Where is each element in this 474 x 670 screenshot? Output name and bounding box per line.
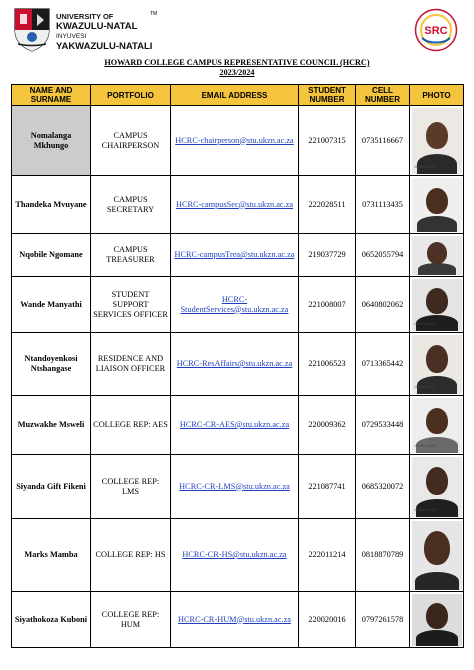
photo-watermark: UKZN ● 2023: [414, 507, 436, 512]
photo-watermark: UKZN ● 2023: [414, 443, 436, 448]
member-name: Siyathokoza Kuboni: [12, 592, 91, 648]
member-student-number: 221006523: [299, 333, 356, 396]
ukzn-crest-icon: [12, 6, 52, 52]
member-email-link[interactable]: HCRC-CR-LMS@stu.ukzn.ac.za: [179, 481, 290, 491]
member-email-link[interactable]: HCRC-CR-HUM@stu.ukzn.ac.za: [178, 614, 291, 624]
member-student-number: 222011214: [299, 519, 356, 592]
member-photo: [412, 236, 462, 275]
photo-watermark: UKZN ● 2023: [414, 384, 436, 389]
university-line2: KWAZULU-NATAL: [56, 21, 138, 32]
member-cell-number: 0713365442: [356, 333, 410, 396]
member-portfolio: STUDENT SUPPORT SERVICES OFFICER: [91, 277, 171, 333]
member-name: Muzwakhe Msweli: [12, 396, 91, 455]
table-row: [12, 455, 464, 519]
member-photo-cell: [410, 234, 464, 277]
table-row: [12, 106, 464, 176]
table-row: [12, 333, 464, 396]
member-cell-number: 0731113435: [356, 176, 410, 234]
column-header-email: EMAIL ADDRESS: [171, 85, 299, 106]
member-cell-number: 0640802062: [356, 277, 410, 333]
table-row: [12, 277, 464, 333]
member-email-cell: [171, 333, 299, 396]
member-email-link[interactable]: HCRC-CR-HS@stu.ukzn.ac.za: [182, 550, 287, 559]
page-header: [0, 0, 474, 56]
member-portfolio: COLLEGE REP: AES: [91, 396, 171, 455]
photo-watermark: UKZN ● 2023: [414, 164, 436, 169]
member-email-link[interactable]: HCRC-chairperson@stu.ukzn.ac.za: [175, 135, 294, 145]
member-photo: [412, 178, 462, 232]
member-student-number: 221087741: [299, 455, 356, 519]
member-name: Nqobile Ngomane: [12, 234, 91, 277]
table-row: [12, 176, 464, 234]
member-cell-number: 0729533448: [356, 396, 410, 455]
src-logo-icon: [414, 8, 458, 52]
member-photo-cell: [410, 176, 464, 234]
table-header-row: [12, 85, 464, 106]
member-photo: [412, 335, 462, 394]
member-email-cell: [171, 455, 299, 519]
member-cell-number: 0797261578: [356, 592, 410, 648]
column-header-student-number: STUDENT NUMBER: [299, 85, 356, 106]
member-name: Wande Manyathi: [12, 277, 91, 333]
member-email-link[interactable]: HCRC-campusTrea@stu.ukzn.ac.za: [174, 250, 295, 259]
member-photo: [412, 279, 462, 331]
member-cell-number: 0735116667: [356, 106, 410, 176]
table-row: [12, 234, 464, 277]
member-photo-cell: [410, 455, 464, 519]
member-email-cell: [171, 519, 299, 592]
member-portfolio: CAMPUS SECRETARY: [91, 176, 171, 234]
member-portfolio: CAMPUS CHAIRPERSON: [91, 106, 171, 176]
member-email-link[interactable]: HCRC-ResAffairs@stu.ukzn.ac.za: [176, 359, 293, 368]
member-photo: [412, 521, 462, 590]
column-header-cell-number: CELL NUMBER: [356, 85, 410, 106]
member-photo-cell: [410, 277, 464, 333]
member-email-cell: [171, 277, 299, 333]
src-logo-text: SRC: [424, 25, 448, 37]
page-title: HOWARD COLLEGE CAMPUS REPRESENTATIVE COUNCIL (HCRC): [104, 58, 370, 67]
member-email-link[interactable]: HCRC-CR-AES@stu.ukzn.ac.za: [179, 420, 290, 429]
university-line3: INYUVESI: [56, 33, 87, 40]
member-portfolio: COLLEGE REP: HUM: [91, 592, 171, 648]
member-email-cell: [171, 234, 299, 277]
member-cell-number: 0652055794: [356, 234, 410, 277]
member-name: Marks Mamba: [12, 519, 91, 592]
trademark-mark: TM: [150, 11, 158, 17]
member-name: Ntandoyenkosi Ntshangase: [12, 333, 91, 396]
member-portfolio: CAMPUS TREASURER: [91, 234, 171, 277]
member-name: Siyanda Gift Fikeni: [12, 455, 91, 519]
member-email-cell: [171, 176, 299, 234]
member-name: Nomalanga Mkhungo: [12, 106, 91, 176]
member-cell-number: 0685320072: [356, 455, 410, 519]
member-student-number: 219037729: [299, 234, 356, 277]
photo-watermark: UKZN ● 2023: [414, 321, 436, 326]
member-photo: [412, 594, 462, 646]
member-name: Thandeka Mvuyane: [12, 176, 91, 234]
page-subtitle-year: 2023/2024: [219, 68, 255, 77]
column-header-portfolio: PORTFOLIO: [91, 85, 171, 106]
member-photo: [412, 398, 462, 453]
member-student-number: 220020016: [299, 592, 356, 648]
university-line1: UNIVERSITY OF: [56, 12, 114, 21]
member-photo: [412, 457, 462, 517]
member-email-cell: [171, 106, 299, 176]
table-row: [12, 519, 464, 592]
member-cell-number: 0818870789: [356, 519, 410, 592]
member-photo-cell: [410, 396, 464, 455]
member-student-number: 220009362: [299, 396, 356, 455]
member-photo-cell: [410, 106, 464, 176]
member-email-cell: [171, 592, 299, 648]
member-student-number: 221008007: [299, 277, 356, 333]
member-photo: [412, 108, 462, 174]
table-row: [12, 396, 464, 455]
council-table: [11, 84, 464, 648]
member-photo-cell: [410, 333, 464, 396]
ukzn-logo: [12, 6, 162, 52]
university-line4: YAKWAZULU-NATALI: [56, 41, 153, 52]
member-portfolio: RESIDENCE AND LIAISON OFFICER: [91, 333, 171, 396]
member-portfolio: COLLEGE REP: HS: [91, 519, 171, 592]
member-email-link[interactable]: HCRC-StudentServices@stu.ukzn.ac.za: [180, 294, 289, 314]
member-portfolio: COLLEGE REP: LMS: [91, 455, 171, 519]
member-email-link[interactable]: HCRC-campusSec@stu.ukzn.ac.za: [175, 199, 294, 209]
member-photo-cell: [410, 592, 464, 648]
column-header-photo: PHOTO: [410, 85, 464, 106]
member-student-number: 222028511: [299, 176, 356, 234]
table-row: [12, 592, 464, 648]
member-student-number: 221007315: [299, 106, 356, 176]
university-name: [56, 12, 152, 52]
member-email-cell: [171, 396, 299, 455]
member-photo-cell: [410, 519, 464, 592]
column-header-name: NAME AND SURNAME: [12, 85, 91, 106]
